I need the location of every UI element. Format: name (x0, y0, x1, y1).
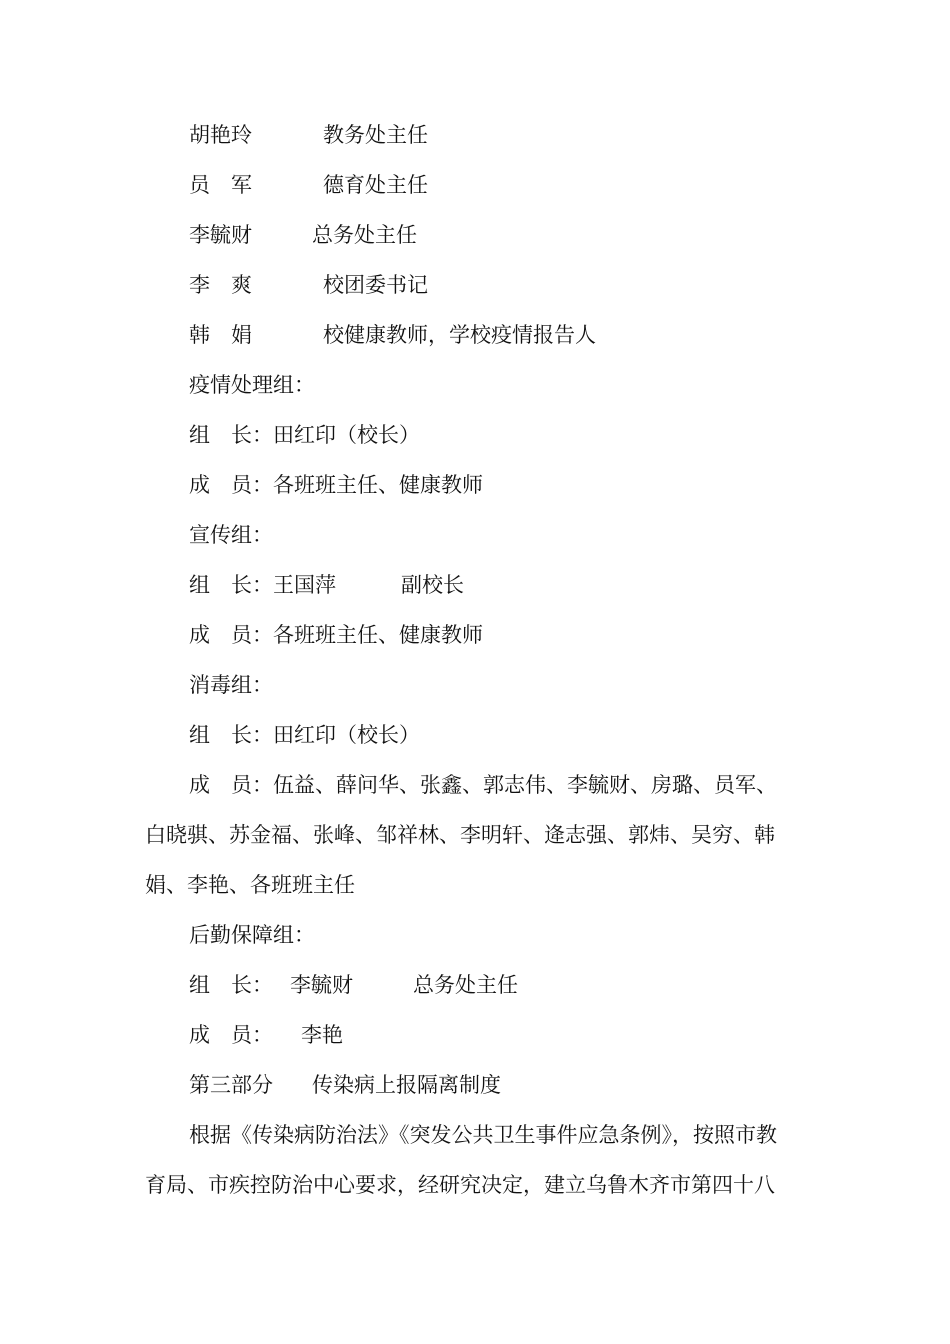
member-role: 总务处主任 (312, 223, 417, 247)
members-name: 李艳 (301, 1023, 343, 1047)
logistics-group-title: 后勤保障组： (189, 923, 315, 947)
leader-role: 副校长 (401, 573, 464, 597)
section-title: 传染病上报隔离制度 (312, 1073, 501, 1097)
member-role: 德育处主任 (323, 173, 428, 197)
member-name: 李 爽 (189, 273, 252, 297)
section-label: 第三部分 (189, 1073, 273, 1097)
paragraph-line: 育局、市疾控防治中心要求，经研究决定，建立乌鲁木齐市第四十八 (145, 1173, 775, 1197)
member-name: 员 军 (189, 173, 252, 197)
member-role: 校团委书记 (323, 273, 428, 297)
epidemic-group-leader: 组 长：田红印（校长） (189, 423, 420, 447)
member-role: 教务处主任 (323, 123, 428, 147)
epidemic-group-title: 疫情处理组： (189, 373, 315, 397)
epidemic-group-members: 成 员：各班班主任、健康教师 (189, 473, 483, 497)
leader-role: 总务处主任 (413, 973, 518, 997)
leader-label: 组 长： (189, 973, 273, 997)
member-role: 校健康教师，学校疫情报告人 (323, 323, 596, 347)
publicity-group-title: 宣传组： (189, 523, 273, 547)
disinfection-group-members-line2: 白晓骐、苏金福、张峰、邹祥林、李明轩、逄志强、郭炜、吴穷、韩 (145, 823, 775, 847)
member-name: 李毓财 (189, 223, 252, 247)
members-label: 成 员： (189, 1023, 273, 1047)
paragraph-line: 根据《传染病防治法》《突发公共卫生事件应急条例》，按照市教 (189, 1123, 777, 1147)
member-name: 韩 娟 (189, 323, 252, 347)
leader-name: 李毓财 (290, 973, 353, 997)
publicity-group-members: 成 员：各班班主任、健康教师 (189, 623, 483, 647)
leader-label: 组 长：王国萍 (189, 573, 336, 597)
disinfection-group-leader: 组 长：田红印（校长） (189, 723, 420, 747)
disinfection-group-members-line1: 成 员：伍益、薛问华、张鑫、郭志伟、李毓财、房璐、员军、 (189, 773, 777, 797)
disinfection-group-members-line3: 娟、李艳、各班班主任 (145, 873, 355, 897)
member-name: 胡艳玲 (189, 123, 252, 147)
disinfection-group-title: 消毒组： (189, 673, 273, 697)
